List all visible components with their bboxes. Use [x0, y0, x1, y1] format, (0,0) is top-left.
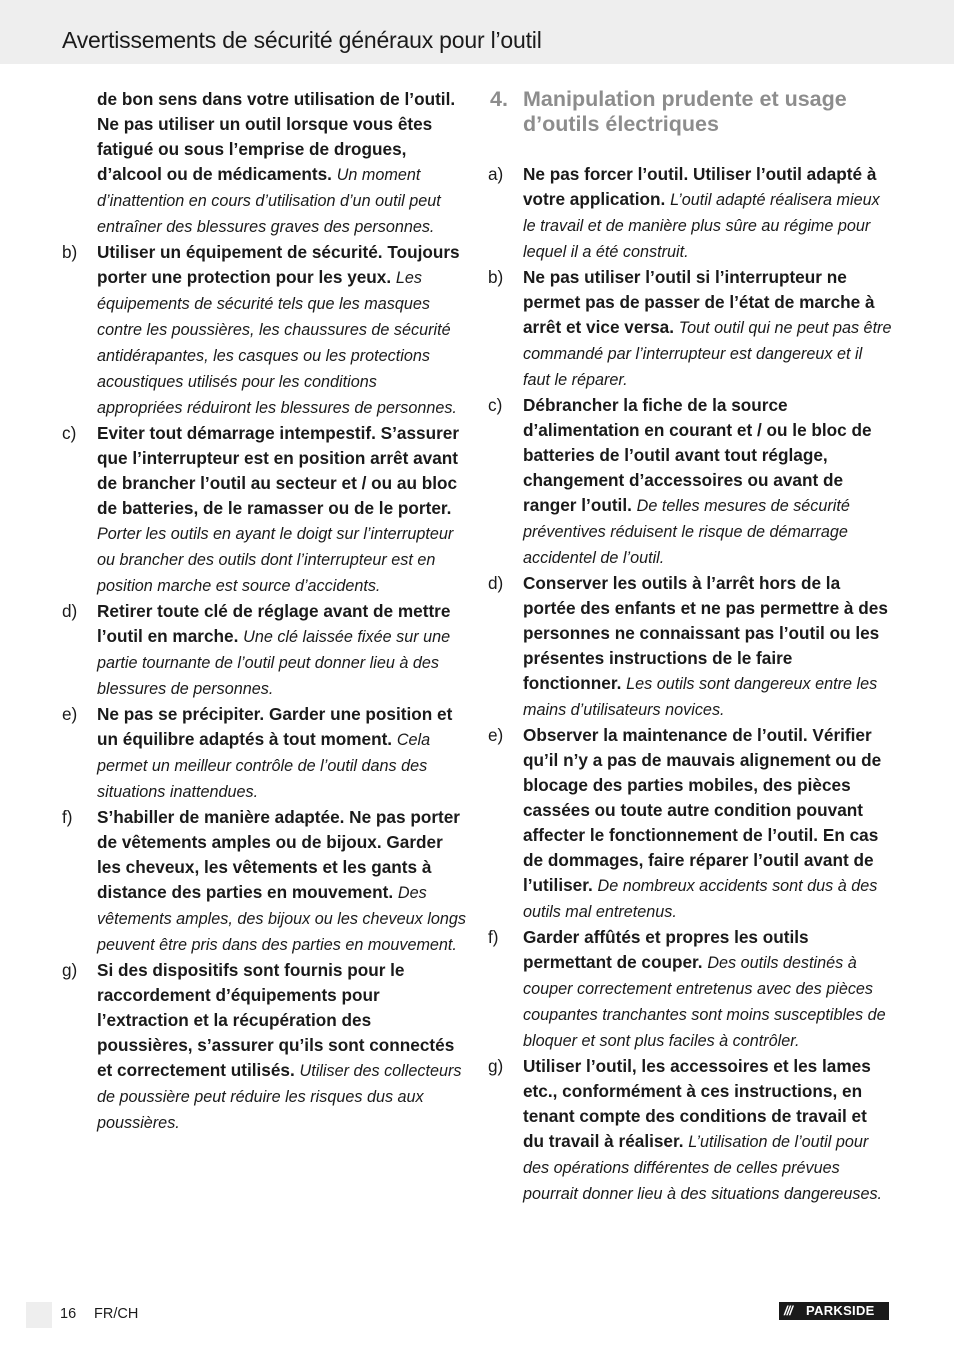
item-instruction: Si des dispositifs sont fournis pour le raccordement d’équipements pour l’extraction et la récupération des poussières, s’assurer qu’ils sont connectés et correctement utilisés.	[97, 960, 455, 1080]
item-instruction: Utiliser un équipement de sécurité. Toujours porter une protection pour les yeux.	[97, 242, 460, 287]
item-letter: a)	[488, 164, 504, 184]
item-letter: e)	[62, 704, 78, 724]
parkside-logo	[779, 1302, 889, 1320]
item-letter: d)	[62, 601, 78, 621]
logo-stripes: ///	[784, 1303, 792, 1318]
item-letter: b)	[488, 267, 504, 287]
item-letter: c)	[488, 395, 503, 415]
section-heading	[488, 87, 892, 137]
item-instruction: Ne pas forcer l’outil. Utiliser l’outil adapté à votre application.	[523, 164, 877, 209]
item-explanation: Des outils destinés à couper correctement entretenus avec des pièces coupantes tranchantes sont moins susceptibles de bloquer et sont plus faciles à contrôler.	[523, 954, 886, 1050]
item-letter: d)	[488, 573, 504, 593]
language-code: FR/CH	[94, 1306, 139, 1322]
item-explanation: Une clé laissée fixée sur une partie tournante de l’outil peut donner lieu à des blessures de personnes.	[97, 628, 451, 698]
list-item	[488, 925, 892, 1054]
item-letter: f)	[62, 807, 73, 827]
list-item	[62, 702, 466, 805]
item-explanation: De nombreux accidents sont dus à des outils mal entretenus.	[523, 877, 878, 921]
item-instruction: S’habiller de manière adaptée. Ne pas porter de vêtements amples ou de bijoux. Garder les cheveux, les vêtements et les gants à distance des parties en mouvement.	[97, 807, 460, 902]
item-explanation: Utiliser des collecteurs de poussière peut réduire les risques dus aux poussières.	[97, 1062, 462, 1132]
item-letter: e)	[488, 725, 504, 745]
item-explanation: Porter les outils en ayant le doigt sur l’interrupteur ou brancher des outils dont l’interrupteur est en position marche est source d’accidents.	[97, 525, 454, 595]
list-item	[488, 723, 892, 925]
item-letter: c)	[62, 423, 77, 443]
item-letter: b)	[62, 242, 78, 262]
item-explanation: Un moment d’inattention en cours d’utilisation d’un outil peut entraîner des blessures graves des personnes.	[97, 166, 441, 236]
item-explanation: Les outils sont dangereux entre les mains d’utilisateurs novices.	[523, 675, 878, 719]
list-item	[62, 805, 466, 958]
logo-text: PARKSIDE	[806, 1303, 875, 1318]
item-explanation: L’utilisation de l’outil pour des opérations différentes de celles prévues pourrait donner lieu à des situations dangereuses.	[523, 1133, 883, 1203]
list-item	[488, 571, 892, 723]
item-letter: g)	[488, 1056, 504, 1076]
list-item	[488, 265, 892, 393]
list-item	[62, 421, 466, 599]
page-title: Avertissements de sécurité généraux pour l’outil	[62, 27, 542, 53]
footer-page-marker	[26, 1302, 52, 1328]
item-letter: f)	[488, 927, 499, 947]
item-instruction: Conserver les outils à l’arrêt hors de la portée des enfants et ne pas permettre à des personnes ne connaissant pas l’outil ou les présentes instructions de le faire fonctionner.	[523, 573, 888, 693]
section-title: Manipulation prudente et usage d’outils électriques	[523, 87, 847, 136]
item-explanation: Des vêtements amples, des bijoux ou les cheveux longs peuvent être pris dans des parties en mouvement.	[97, 884, 466, 954]
item-instruction: Ne pas se précipiter. Garder une position et un équilibre adaptés à tout moment.	[97, 704, 453, 749]
item-explanation: Cela permet un meilleur contrôle de l’outil dans des situations inattendues.	[97, 731, 431, 801]
list-item	[488, 162, 892, 265]
left-column	[62, 87, 466, 1136]
item-explanation: L’outil adapté réalisera mieux le travail et de manière plus sûre au régime pour lequel il a été construit.	[523, 191, 880, 261]
item-letter: g)	[62, 960, 78, 980]
item-instruction: Utiliser l’outil, les accessoires et les lames etc., conformément à ces instructions, en tenant compte des conditions de travail et du travail à réaliser.	[523, 1056, 871, 1151]
list-item	[488, 1054, 892, 1207]
item-instruction: Garder affûtés et propres les outils permettant de couper.	[523, 927, 809, 972]
page-number: 16	[60, 1306, 77, 1322]
item-instruction: Ne pas utiliser l’outil si l’interrupteur ne permet pas de passer de l’état de marche à arrêt et vice versa.	[523, 267, 875, 337]
list-item	[488, 393, 892, 571]
item-instruction: Retirer toute clé de réglage avant de mettre l’outil en marche.	[97, 601, 451, 646]
item-explanation: Les équipements de sécurité tels que les masques contre les poussières, les chaussures de sécurité antidérapantes, les casques ou les protections acoustiques utilisés pour les conditions appropriées réduiront les blessures de personnes.	[97, 269, 457, 417]
item-explanation: De telles mesures de sécurité préventives réduisent le risque de démarrage accidentel de l’outil.	[523, 497, 850, 567]
list-item	[62, 87, 466, 240]
item-instruction: Observer la maintenance de l’outil. Vérifier qu’il n’y a pas de mauvais alignement ou de blocage des parties mobiles, des pièces cassées ou toute autre condition pouvant affecter le fonctionnement de l’outil. En cas de dommages, faire réparer l’outil avant de l’utiliser.	[523, 725, 882, 895]
list-item	[62, 599, 466, 702]
item-instruction: de bon sens dans votre utilisation de l’outil. Ne pas utiliser un outil lorsque vous êtes fatigué ou sous l’emprise de drogues, d’alcool ou de médicaments.	[97, 89, 456, 184]
item-instruction: Eviter tout démarrage intempestif. S’assurer que l’interrupteur est en position arrêt avant de brancher l’outil au secteur et / ou au bloc de batteries, de le ramasser ou de le porter.	[97, 423, 460, 518]
list-item	[62, 958, 466, 1136]
section-number: 4.	[490, 87, 508, 111]
list-item	[62, 240, 466, 421]
item-instruction: Débrancher la fiche de la source d’alimentation en courant et / ou le bloc de batteries de l’outil avant tout réglage, changement d’accessoires ou avant de ranger l’outil.	[523, 395, 872, 515]
item-explanation: Tout outil qui ne peut pas être commandé par l’interrupteur est dangereux et il faut le réparer.	[523, 319, 892, 389]
right-column	[488, 87, 892, 1207]
